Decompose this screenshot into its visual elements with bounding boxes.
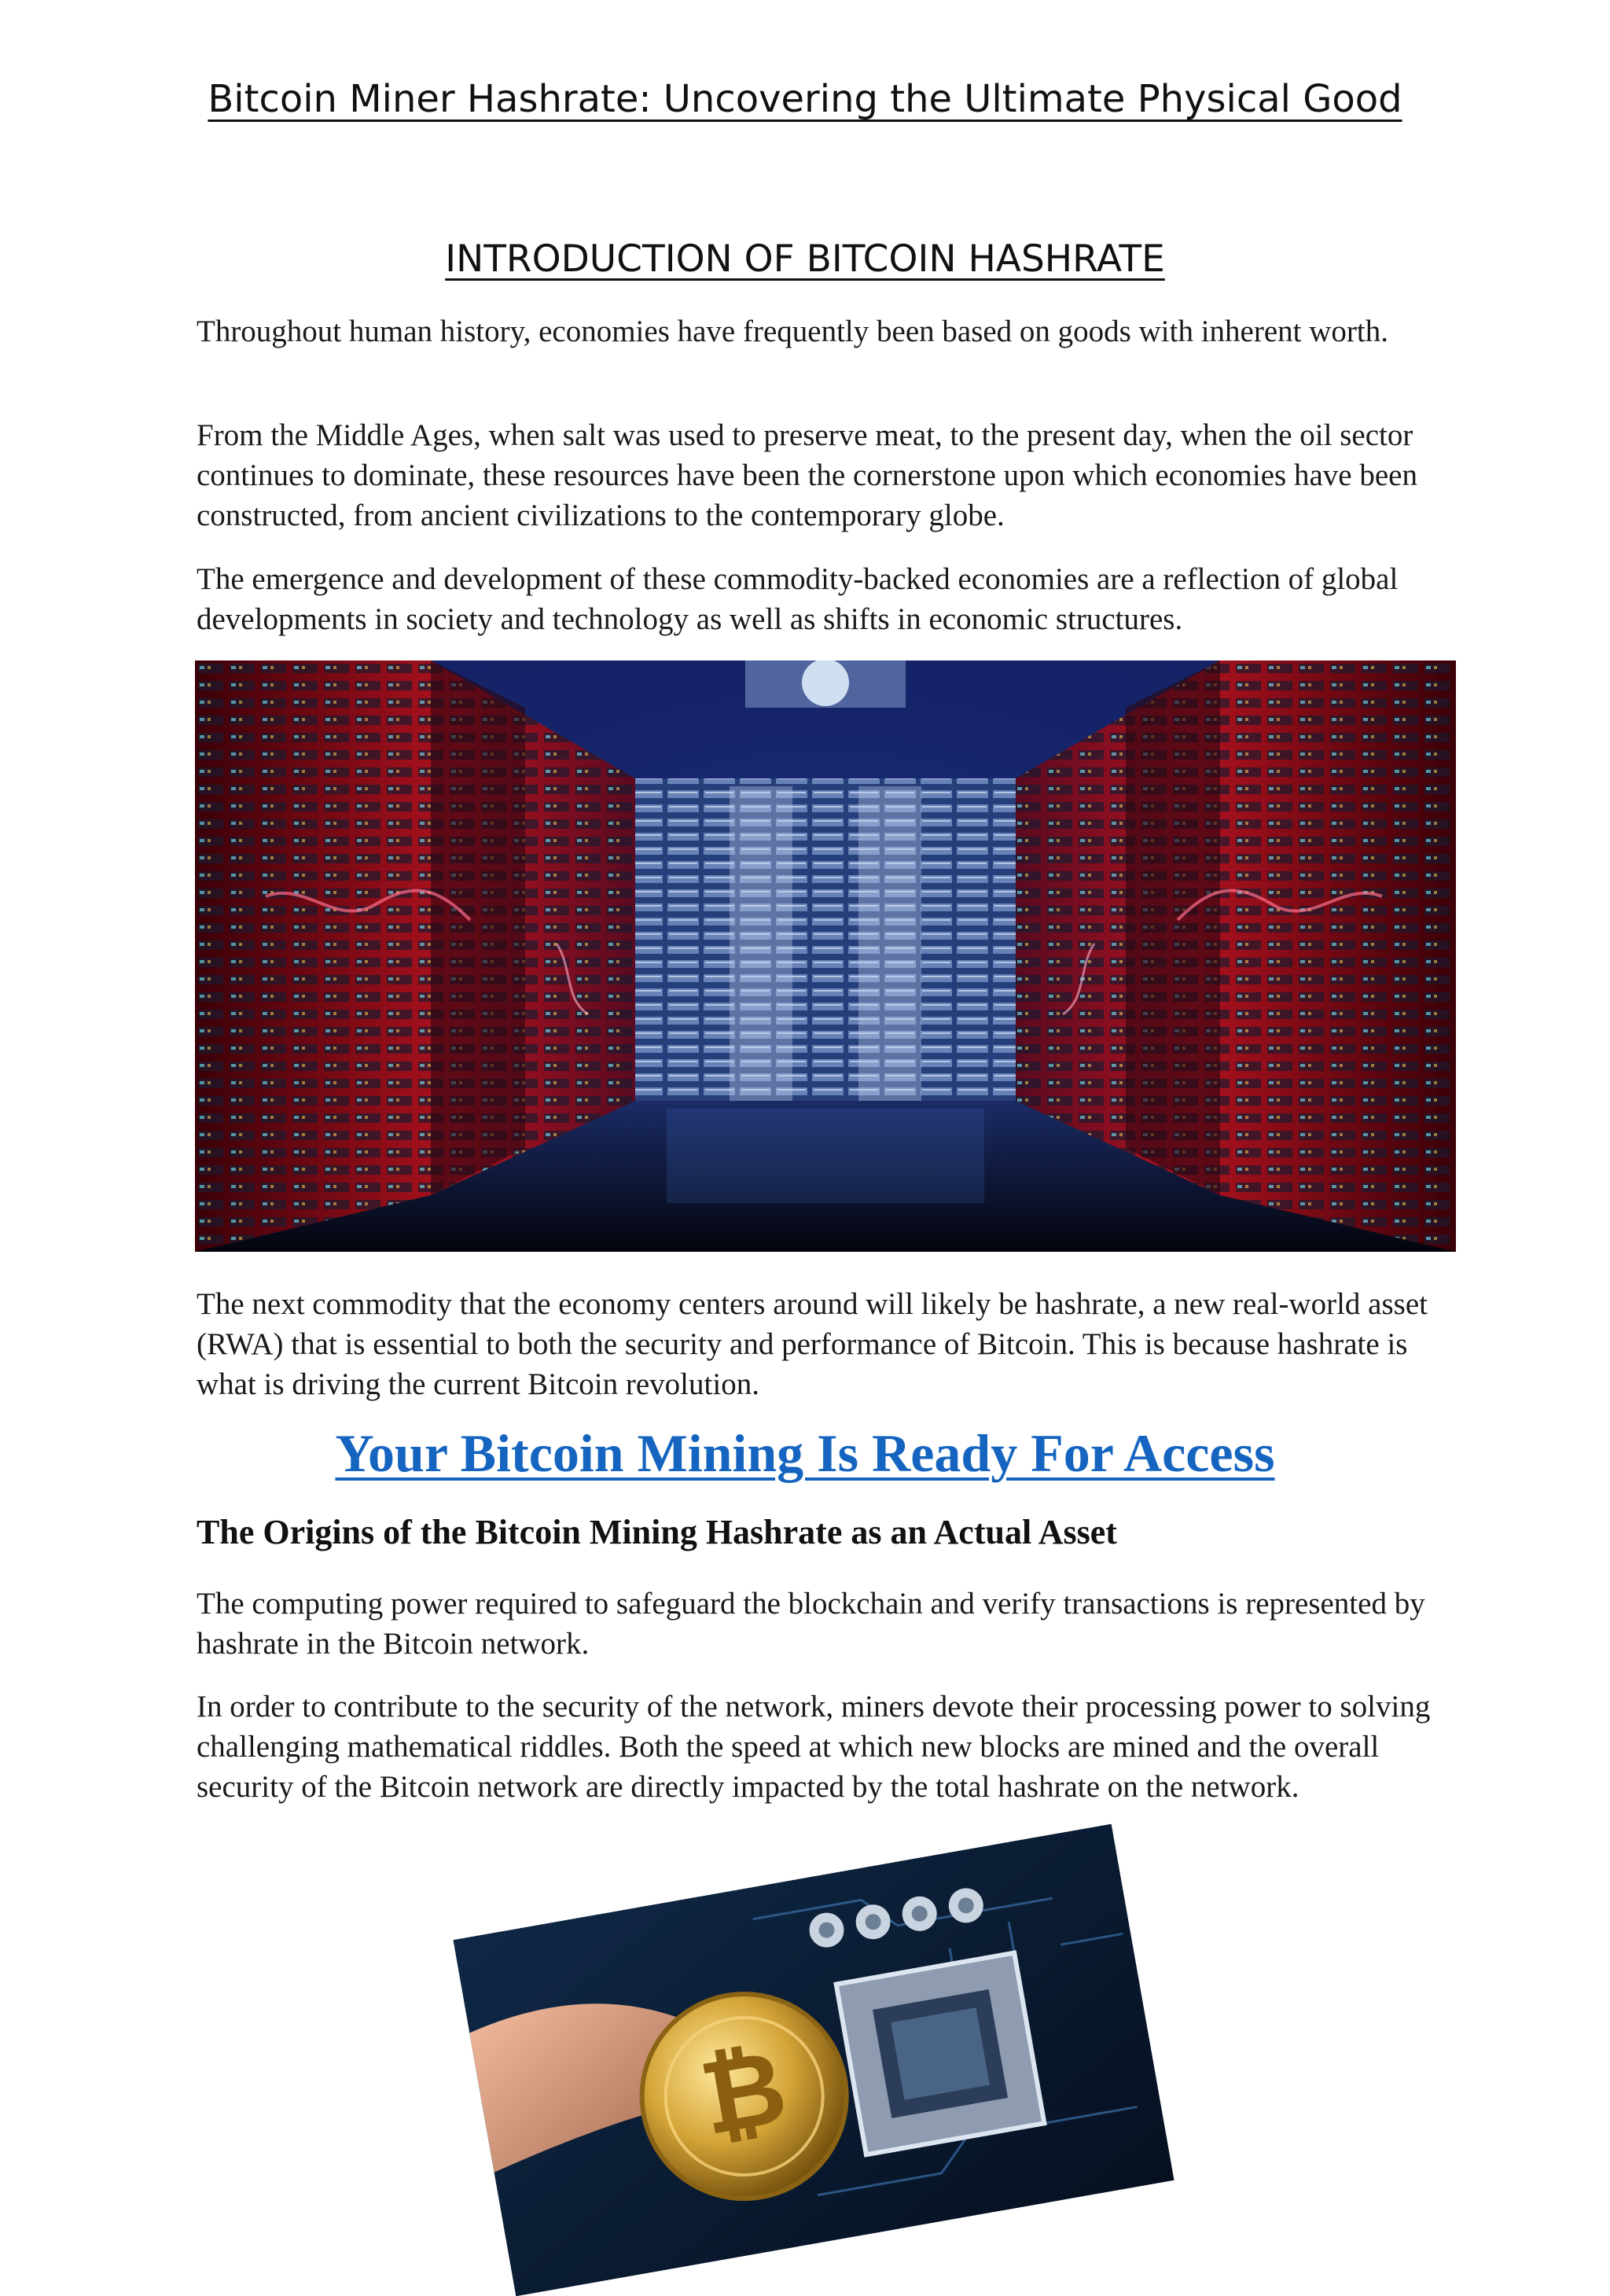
after-image-paragraph: The next commodity that the economy centers around will likely be hashrate, a new real-world asset (RWA) that is essential to both the security and performance of Bitcoin. This is because hashrate is what is driving the current Bitcoin revolution. [197, 1287, 1428, 1401]
server-room-image [195, 660, 1456, 1252]
bitcoin-mining-access-link[interactable]: Your Bitcoin Mining Is Ready For Access [335, 1423, 1275, 1483]
origins-paragraph-2: In order to contribute to the security of the network, miners devote their processing power to solving challenging mathematical riddles. Both the speed at which new blocks are mined and the overall security of the Bitcoin network are directly impacted by the total hashrate on the network. [197, 1690, 1431, 1804]
bitcoin-coin-image [454, 1824, 1174, 2296]
document-title: Bitcoin Miner Hashrate: Uncovering the Ultimate Physical Good [208, 77, 1402, 121]
intro-paragraph-3: The emergence and development of these commodity-backed economies are a reflection of global developments in society and technology as well as shifts in economic structures. [197, 562, 1399, 636]
svg-text:₿: ₿ [692, 2026, 796, 2159]
intro-heading: INTRODUCTION OF BITCOIN HASHRATE [445, 237, 1165, 281]
intro-paragraph-1: Throughout human history, economies have frequently been based on goods with inherent worth. [197, 315, 1388, 348]
origins-paragraph-1: The computing power required to safeguard the blockchain and verify transactions is represented by hashrate in the Bitcoin network. [197, 1587, 1425, 1661]
intro-paragraph-2: From the Middle Ages, when salt was used to preserve meat, to the present day, when the oil sector continues to dominate, these resources have been the cornerstone upon which economies have been constructed, from ancient civilizations to the contemporary globe. [197, 418, 1417, 532]
origins-heading: The Origins of the Bitcoin Mining Hashrate as an Actual Asset [197, 1513, 1117, 1551]
